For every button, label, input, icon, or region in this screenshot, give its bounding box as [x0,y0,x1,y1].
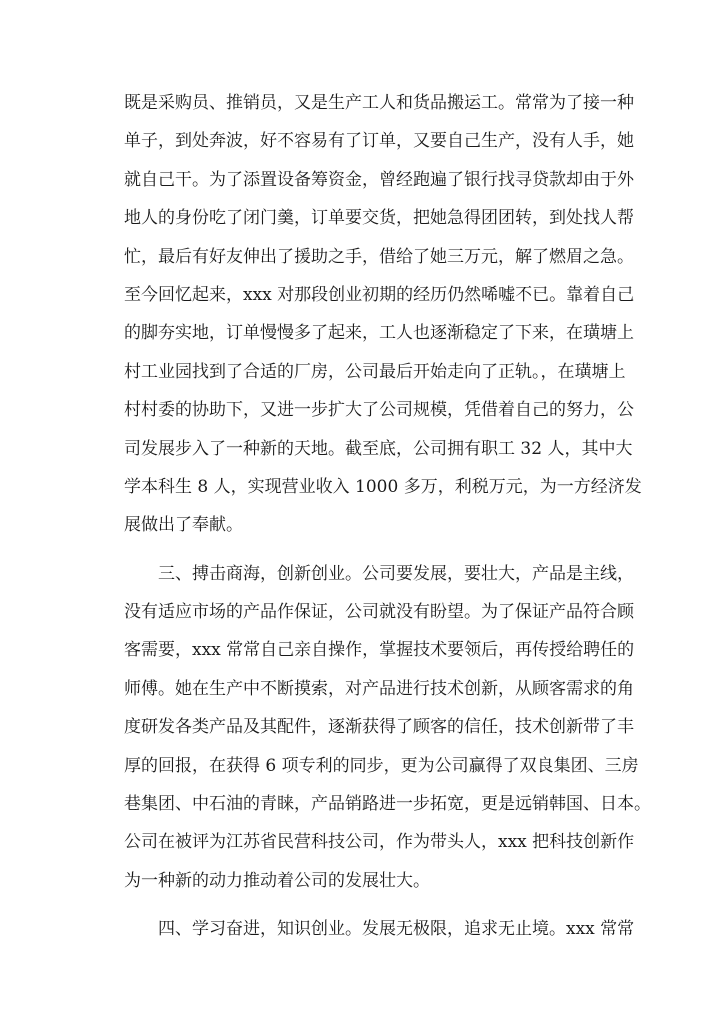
text-line: 客需要，xxx 常常自己亲自操作，掌握技术要领后，再传授给聘任的 [124,640,635,661]
paragraph-spacer [124,545,610,555]
text-line: 师傅。她在生产中不断摸索，对产品进行技术创新，从顾客需求的角 [124,678,634,699]
text-line: 四、学习奋进，知识创业。发展无极限，追求无止境。xxx 常常 [124,919,635,940]
text-line: 度研发各类产品及其配件，逐渐获得了顾客的信任，技术创新带了丰 [124,717,634,738]
text-line: 公司在被评为江苏省民营科技公司，作为带头人，xxx 把科技创新作 [124,832,635,853]
text-line: 为一种新的动力推动着公司的发展壮大。 [124,870,430,891]
text-line: 村工业园找到了合适的厂房，公司最后开始走向了正轨。，在璜塘上 [124,361,626,382]
text-line: 没有适应市场的产品作保证，公司就没有盼望。为了保证产品符合顾 [124,602,634,623]
text-line: 忙，最后有好友伸出了援助之手，借给了她三万元，解了燃眉之急。 [124,246,634,267]
paragraph-1 [124,84,642,545]
text-line: 厚的回报，在获得 6 项专利的同步，更为公司赢得了双良集团、三房 [124,755,639,776]
text-line: 村村委的协助下，又进一步扩大了公司规模，凭借着自己的努力，公 [124,400,634,421]
text-line: 司发展步入了一种新的天地。截至底，公司拥有职工 32 人，其中大 [124,438,633,459]
paragraph-2 [124,555,651,901]
text-line: 巷集团、中石油的青睐，产品销路进一步拓宽，更是远销韩国、日本。 [124,794,651,815]
paragraph-3 [124,910,635,948]
text-line: 至今回忆起来，xxx 对那段创业初期的经历仍然唏嘘不已。靠着自己 [124,284,635,305]
text-line: 地人的身份吃了闭门羹，订单要交货，把她急得团团转，到处找人帮 [124,208,634,229]
paragraph-spacer [124,900,610,910]
text-line: 就自己干。为了添置设备筹资金，曾经跑遍了银行找寻贷款却由于外 [124,169,634,190]
text-line: 展做出了奉献。 [124,515,243,536]
text-line: 既是采购员、推销员，又是生产工人和货品搬运工。常常为了接一种 [124,93,634,113]
text-line: 单子，到处奔波，好不容易有了订单，又要自己生产，没有人手，她 [124,131,634,152]
text-line: 学本科生 8 人，实现营业收入 1000 多万，利税万元，为一方经济发 [124,476,642,497]
document-body [124,84,651,949]
text-line: 三、搏击商海，创新创业。公司要发展，要壮大，产品是主线， [124,563,634,584]
text-line: 的脚夯实地，订单慢慢多了起来，工人也逐渐稳定了下来，在璜塘上 [124,323,634,344]
